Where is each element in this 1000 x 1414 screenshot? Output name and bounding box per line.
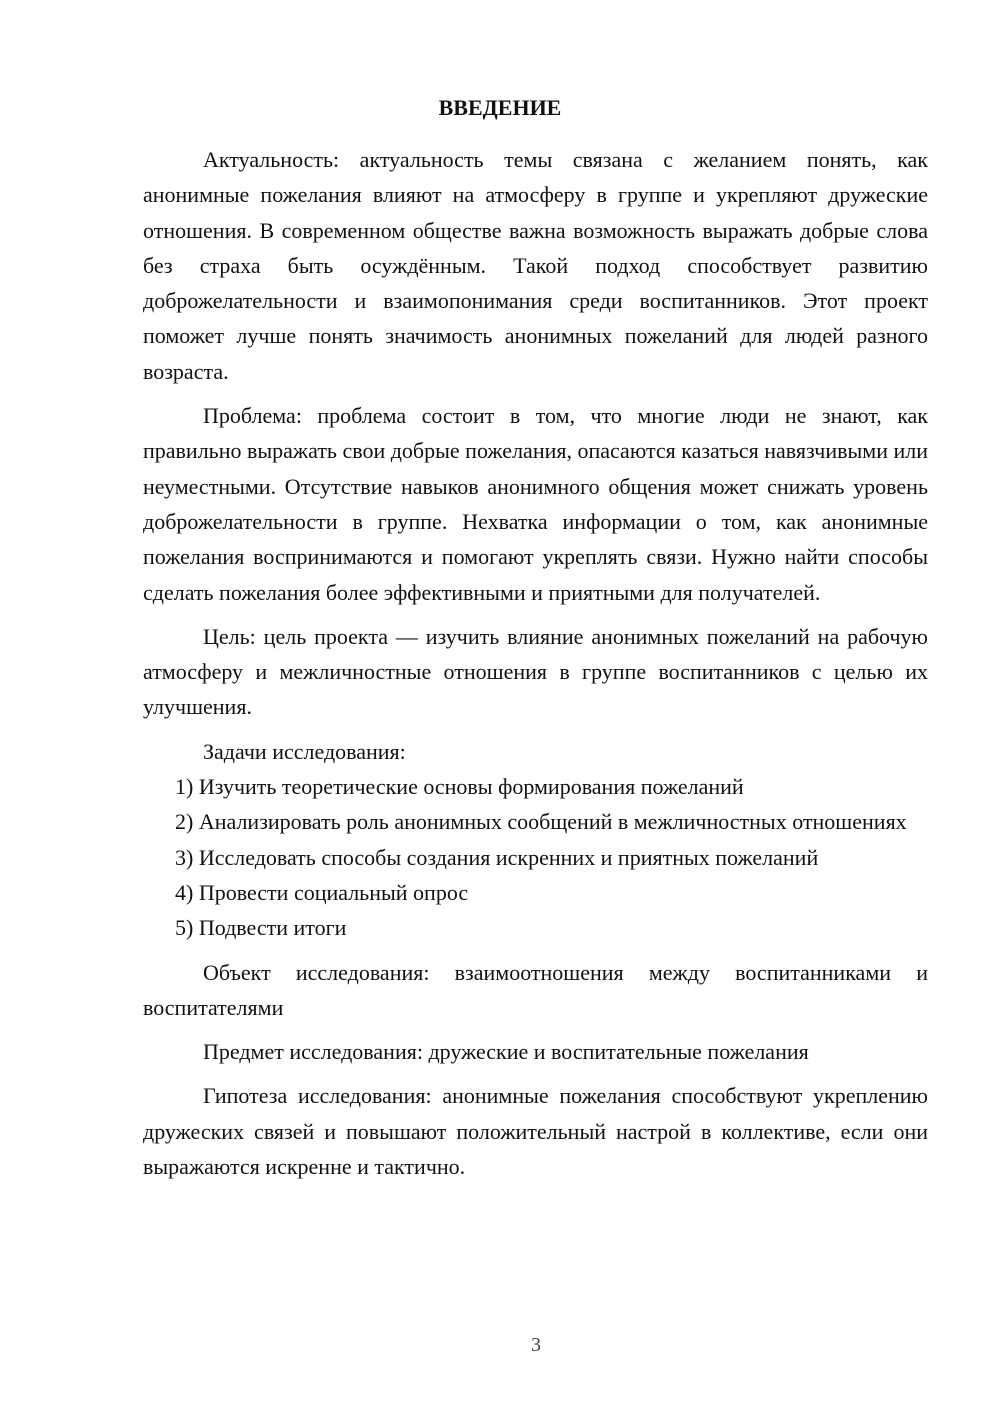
tasks-title: Задачи исследования: xyxy=(203,738,406,764)
paragraph-object: Объект исследования: взаимоотношения между воспитанниками и воспитателями xyxy=(143,959,928,1020)
document-body xyxy=(143,142,928,1184)
paragraph-subject: Предмет исследования: дружеские и воспитательные пожелания xyxy=(203,1039,809,1065)
task-item: 1) Изучить теоретические основы формирования пожеланий xyxy=(175,774,744,800)
task-item: 3) Исследовать способы создания искренних и приятных пожеланий xyxy=(175,844,819,870)
page-title: ВВЕДЕНИЕ xyxy=(438,95,562,120)
paragraph-relevance: Актуальность: актуальность темы связана с желанием понять, как анонимные пожелания влияют на атмосферу в группе и укрепляют дружеские отношения. В современном обществе важна возможность выражать добрые слова без страха быть осуждённым. Такой подход способствует развитию доброжелательности и взаимопонимания среди воспитанников. Этот проект поможет лучше понять значимость анонимных пожеланий для людей разного возраста. xyxy=(143,147,928,384)
task-item: 4) Провести социальный опрос xyxy=(175,879,469,905)
paragraph-problem: Проблема: проблема состоит в том, что многие люди не знают, как правильно выражать свои добрые пожелания, опасаются казаться навязчивыми или неуместными. Отсутствие навыков анонимного общения может снижать уровень доброжелательности в группе. Нехватка информации о том, как анонимные пожелания воспринимаются и помогают укреплять связи. Нужно найти способы сделать пожелания более эффективными и приятными для получателей. xyxy=(143,403,928,605)
paragraph-hypothesis: Гипотеза исследования: анонимные пожелания способствуют укреплению дружеских связей и повышают положительный настрой в коллективе, если они выражаются искренне и тактично. xyxy=(143,1083,928,1180)
task-item: 2) Анализировать роль анонимных сообщений в межличностных отношениях xyxy=(175,809,907,835)
paragraph-goal: Цель: цель проекта — изучить влияние анонимных пожеланий на рабочую атмосферу и межличностные отношения в группе воспитанников с целью их улучшения. xyxy=(143,623,928,720)
task-item: 5) Подвести итоги xyxy=(175,915,347,941)
page-number: 3 xyxy=(531,1334,541,1356)
